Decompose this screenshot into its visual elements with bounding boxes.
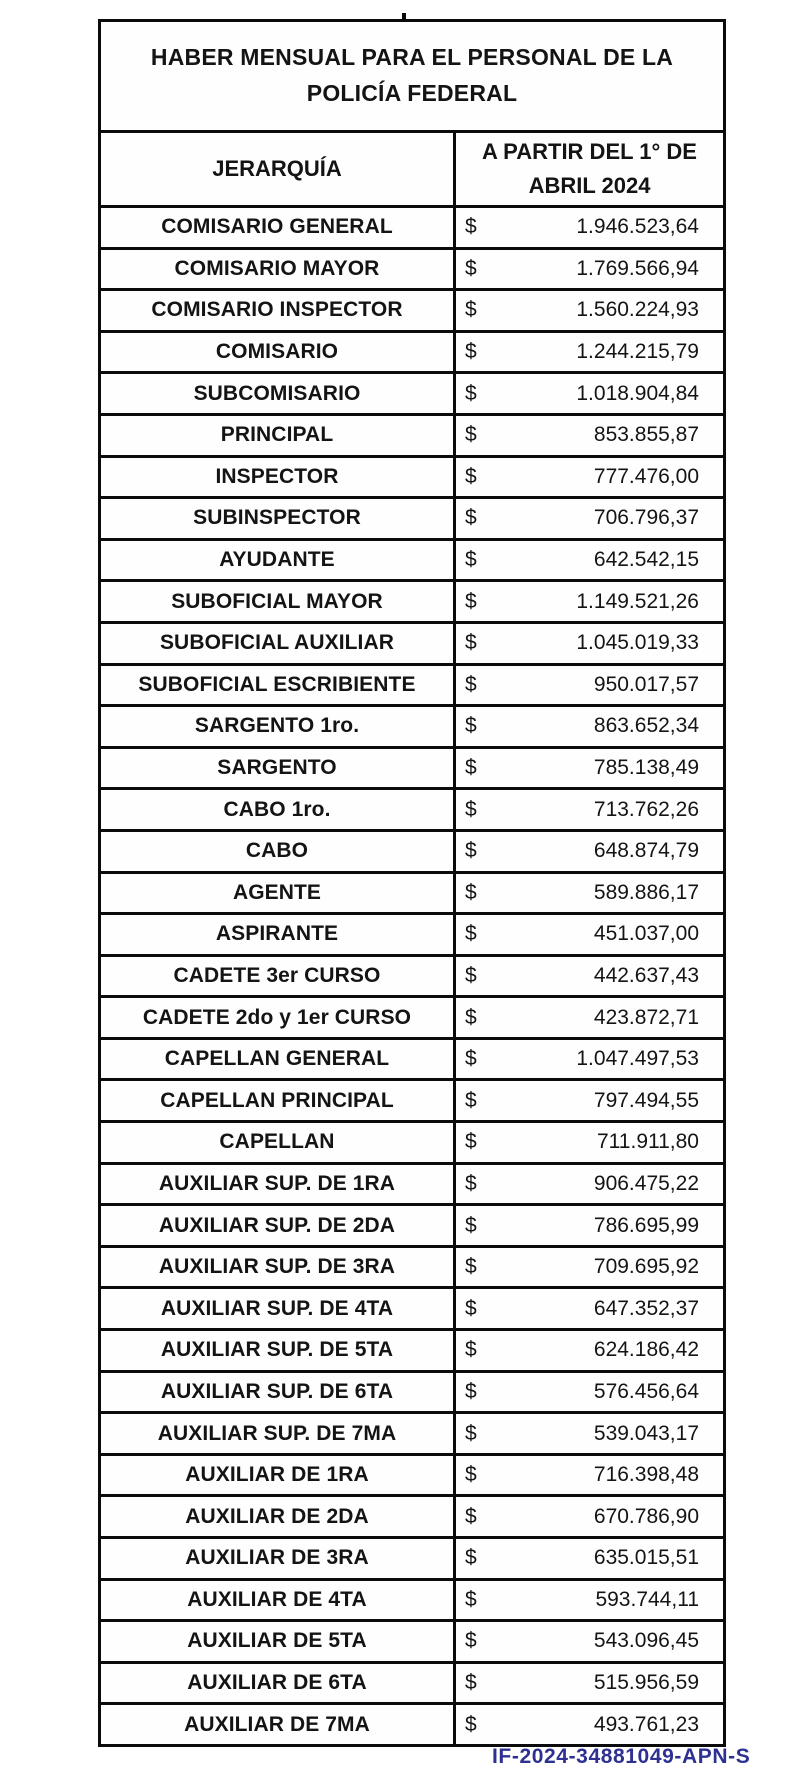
currency-symbol: $	[465, 756, 477, 780]
amount-value: 716.398,48	[593, 1463, 699, 1487]
amount-value: 711.911,80	[597, 1130, 699, 1154]
amount-value: 589.886,17	[593, 880, 699, 904]
table-row	[100, 1122, 725, 1164]
rank-cell: AUXILIAR SUP. DE 6TA	[100, 1371, 455, 1413]
amount-value: 593.744,11	[595, 1587, 699, 1611]
amount-value: 797.494,55	[593, 1088, 699, 1112]
amount-cell	[455, 207, 725, 249]
rank-cell: AUXILIAR SUP. DE 2DA	[100, 1205, 455, 1247]
table-row	[100, 1163, 725, 1205]
amount-value: 451.037,00	[593, 922, 699, 946]
amount-value: 576.456,64	[593, 1379, 699, 1403]
rank-cell: COMISARIO INSPECTOR	[100, 290, 455, 332]
rank-cell: COMISARIO GENERAL	[100, 207, 455, 249]
amount-cell	[455, 1454, 725, 1496]
footer-document-id: IF-2024-34881049-APN-S	[492, 1745, 751, 1768]
table-row	[100, 581, 725, 623]
currency-symbol: $	[465, 1213, 477, 1237]
table-row	[100, 914, 725, 956]
column-header-fecha	[455, 132, 725, 207]
amount-value: 786.695,99	[593, 1213, 699, 1237]
table-row	[100, 622, 725, 664]
rank-cell: PRINCIPAL	[100, 414, 455, 456]
amount-value: 442.637,43	[593, 963, 699, 987]
table-row	[100, 1080, 725, 1122]
currency-symbol: $	[465, 423, 477, 447]
currency-symbol: $	[465, 1088, 477, 1112]
rank-cell: COMISARIO MAYOR	[100, 248, 455, 290]
currency-symbol: $	[465, 1671, 477, 1695]
table-row	[100, 872, 725, 914]
currency-symbol: $	[465, 1379, 477, 1403]
amount-cell	[455, 1080, 725, 1122]
amount-value: 539.043,17	[593, 1421, 699, 1445]
currency-symbol: $	[465, 922, 477, 946]
currency-symbol: $	[465, 714, 477, 738]
rank-cell: CAPELLAN GENERAL	[100, 1038, 455, 1080]
rank-cell: AUXILIAR SUP. DE 4TA	[100, 1288, 455, 1330]
amount-value: 950.017,57	[593, 672, 699, 696]
table-row	[100, 1330, 725, 1372]
rank-cell: AUXILIAR DE 6TA	[100, 1662, 455, 1704]
table-row	[100, 830, 725, 872]
currency-symbol: $	[465, 880, 477, 904]
rank-cell: SUBOFICIAL ESCRIBIENTE	[100, 664, 455, 706]
amount-value: 423.872,71	[593, 1005, 699, 1029]
table-row	[100, 747, 725, 789]
amount-cell	[455, 581, 725, 623]
table-row	[100, 997, 725, 1039]
amount-cell	[455, 331, 725, 373]
currency-symbol: $	[465, 1255, 477, 1279]
currency-symbol: $	[465, 256, 477, 280]
amount-cell	[455, 373, 725, 415]
rank-cell: CADETE 3er CURSO	[100, 955, 455, 997]
amount-value: 1.149.521,26	[576, 589, 699, 613]
amount-value: 1.045.019,33	[576, 631, 699, 655]
rank-cell: CABO	[100, 830, 455, 872]
amount-cell	[455, 414, 725, 456]
amount-value: 853.855,87	[593, 423, 699, 447]
amount-cell	[455, 706, 725, 748]
table-row	[100, 1246, 725, 1288]
currency-symbol: $	[465, 1047, 477, 1071]
amount-cell	[455, 997, 725, 1039]
currency-symbol: $	[465, 381, 477, 405]
currency-symbol: $	[465, 839, 477, 863]
rank-cell: INSPECTOR	[100, 456, 455, 498]
table-row	[100, 706, 725, 748]
table-row	[100, 1371, 725, 1413]
table-row	[100, 955, 725, 997]
amount-value: 515.956,59	[593, 1671, 699, 1695]
currency-symbol: $	[465, 1338, 477, 1362]
table-row	[100, 1454, 725, 1496]
currency-symbol: $	[465, 631, 477, 655]
amount-cell	[455, 1330, 725, 1372]
amount-value: 906.475,22	[593, 1171, 699, 1195]
currency-symbol: $	[465, 672, 477, 696]
salary-table	[98, 19, 726, 1747]
table-row	[100, 1662, 725, 1704]
currency-symbol: $	[465, 1463, 477, 1487]
rank-cell: AUXILIAR DE 5TA	[100, 1621, 455, 1663]
rank-cell: AUXILIAR SUP. DE 7MA	[100, 1413, 455, 1455]
currency-symbol: $	[465, 298, 477, 322]
amount-cell	[455, 1413, 725, 1455]
amount-value: 863.652,34	[593, 714, 699, 738]
table-row	[100, 539, 725, 581]
rank-cell: CABO 1ro.	[100, 789, 455, 831]
table-row	[100, 248, 725, 290]
currency-symbol: $	[465, 1296, 477, 1320]
rank-cell: AUXILIAR SUP. DE 5TA	[100, 1330, 455, 1372]
amount-value: 706.796,37	[593, 506, 699, 530]
table-row	[100, 373, 725, 415]
amount-cell	[455, 1538, 725, 1580]
amount-cell	[455, 498, 725, 540]
rank-cell: ASPIRANTE	[100, 914, 455, 956]
amount-cell	[455, 914, 725, 956]
amount-cell	[455, 1662, 725, 1704]
table-row	[100, 789, 725, 831]
rank-cell: AUXILIAR DE 4TA	[100, 1579, 455, 1621]
amount-value: 1.560.224,93	[576, 298, 699, 322]
amount-value: 785.138,49	[593, 756, 699, 780]
table-row	[100, 1413, 725, 1455]
currency-symbol: $	[465, 1629, 477, 1653]
rank-cell: COMISARIO	[100, 331, 455, 373]
currency-symbol: $	[465, 1587, 477, 1611]
table-row	[100, 1579, 725, 1621]
amount-value: 493.761,23	[593, 1712, 699, 1736]
amount-value: 635.015,51	[593, 1546, 699, 1570]
amount-value: 713.762,26	[593, 797, 699, 821]
table-row	[100, 664, 725, 706]
currency-symbol: $	[465, 1171, 477, 1195]
amount-cell	[455, 1579, 725, 1621]
rank-cell: SUBOFICIAL MAYOR	[100, 581, 455, 623]
table-row	[100, 1538, 725, 1580]
amount-cell	[455, 290, 725, 332]
amount-cell	[455, 955, 725, 997]
rank-cell: AUXILIAR DE 7MA	[100, 1704, 455, 1746]
currency-symbol: $	[465, 1005, 477, 1029]
table-row	[100, 1038, 725, 1080]
amount-cell	[455, 789, 725, 831]
amount-cell	[455, 664, 725, 706]
amount-cell	[455, 1371, 725, 1413]
amount-cell	[455, 1496, 725, 1538]
amount-cell	[455, 622, 725, 664]
amount-cell	[455, 539, 725, 581]
amount-cell	[455, 1288, 725, 1330]
amount-cell	[455, 1205, 725, 1247]
rank-cell: AUXILIAR SUP. DE 1RA	[100, 1163, 455, 1205]
currency-symbol: $	[465, 548, 477, 572]
table-row	[100, 1496, 725, 1538]
currency-symbol: $	[465, 1130, 477, 1154]
amount-cell	[455, 872, 725, 914]
table-row	[100, 1288, 725, 1330]
rank-cell: SARGENTO	[100, 747, 455, 789]
currency-symbol: $	[465, 589, 477, 613]
rank-cell: AYUDANTE	[100, 539, 455, 581]
amount-value: 1.018.904,84	[576, 381, 699, 405]
table-row	[100, 290, 725, 332]
rank-cell: AGENTE	[100, 872, 455, 914]
amount-value: 670.786,90	[593, 1504, 699, 1528]
rank-cell: CADETE 2do y 1er CURSO	[100, 997, 455, 1039]
amount-value: 709.695,92	[593, 1255, 699, 1279]
table-row	[100, 414, 725, 456]
amount-cell	[455, 456, 725, 498]
currency-symbol: $	[465, 1712, 477, 1736]
rank-cell: SUBINSPECTOR	[100, 498, 455, 540]
amount-value: 642.542,15	[593, 548, 699, 572]
currency-symbol: $	[465, 1504, 477, 1528]
rank-cell: SUBOFICIAL AUXILIAR	[100, 622, 455, 664]
table-row	[100, 498, 725, 540]
currency-symbol: $	[465, 797, 477, 821]
column-header-jerarquia: JERARQUÍA	[100, 132, 455, 207]
currency-symbol: $	[465, 963, 477, 987]
amount-cell	[455, 1038, 725, 1080]
amount-cell	[455, 1621, 725, 1663]
amount-value: 1.946.523,64	[576, 215, 699, 239]
table-title-cell	[100, 21, 725, 132]
table-row	[100, 1205, 725, 1247]
rank-cell: AUXILIAR DE 1RA	[100, 1454, 455, 1496]
table-row	[100, 1704, 725, 1746]
amount-cell	[455, 1246, 725, 1288]
rank-cell: AUXILIAR SUP. DE 3RA	[100, 1246, 455, 1288]
amount-cell	[455, 1704, 725, 1746]
currency-symbol: $	[465, 506, 477, 530]
amount-value: 624.186,42	[593, 1338, 699, 1362]
amount-cell	[455, 248, 725, 290]
amount-value: 777.476,00	[593, 464, 699, 488]
currency-symbol: $	[465, 215, 477, 239]
table-row	[100, 1621, 725, 1663]
rank-cell: SUBCOMISARIO	[100, 373, 455, 415]
table-header-row	[100, 132, 725, 207]
rank-cell: AUXILIAR DE 3RA	[100, 1538, 455, 1580]
amount-cell	[455, 747, 725, 789]
amount-value: 648.874,79	[593, 839, 699, 863]
amount-cell	[455, 830, 725, 872]
table-row	[100, 456, 725, 498]
rank-cell: CAPELLAN PRINCIPAL	[100, 1080, 455, 1122]
rank-cell: AUXILIAR DE 2DA	[100, 1496, 455, 1538]
amount-value: 647.352,37	[593, 1296, 699, 1320]
amount-value: 543.096,45	[593, 1629, 699, 1653]
currency-symbol: $	[465, 340, 477, 364]
table-row	[100, 331, 725, 373]
rank-cell: CAPELLAN	[100, 1122, 455, 1164]
currency-symbol: $	[465, 1421, 477, 1445]
table-row	[100, 207, 725, 249]
rank-cell: SARGENTO 1ro.	[100, 706, 455, 748]
amount-cell	[455, 1163, 725, 1205]
table-title-row	[100, 21, 725, 132]
amount-value: 1.769.566,94	[576, 256, 699, 280]
table-title: HABER MENSUAL PARA EL PERSONAL DE LA POLICÍA FEDERAL	[150, 44, 674, 106]
currency-symbol: $	[465, 464, 477, 488]
amount-cell	[455, 1122, 725, 1164]
amount-value: 1.047.497,53	[576, 1047, 699, 1071]
amount-value: 1.244.215,79	[576, 340, 699, 364]
column-header-fecha-text: A PARTIR DEL 1° DE ABRIL 2024	[482, 138, 697, 198]
currency-symbol: $	[465, 1546, 477, 1570]
